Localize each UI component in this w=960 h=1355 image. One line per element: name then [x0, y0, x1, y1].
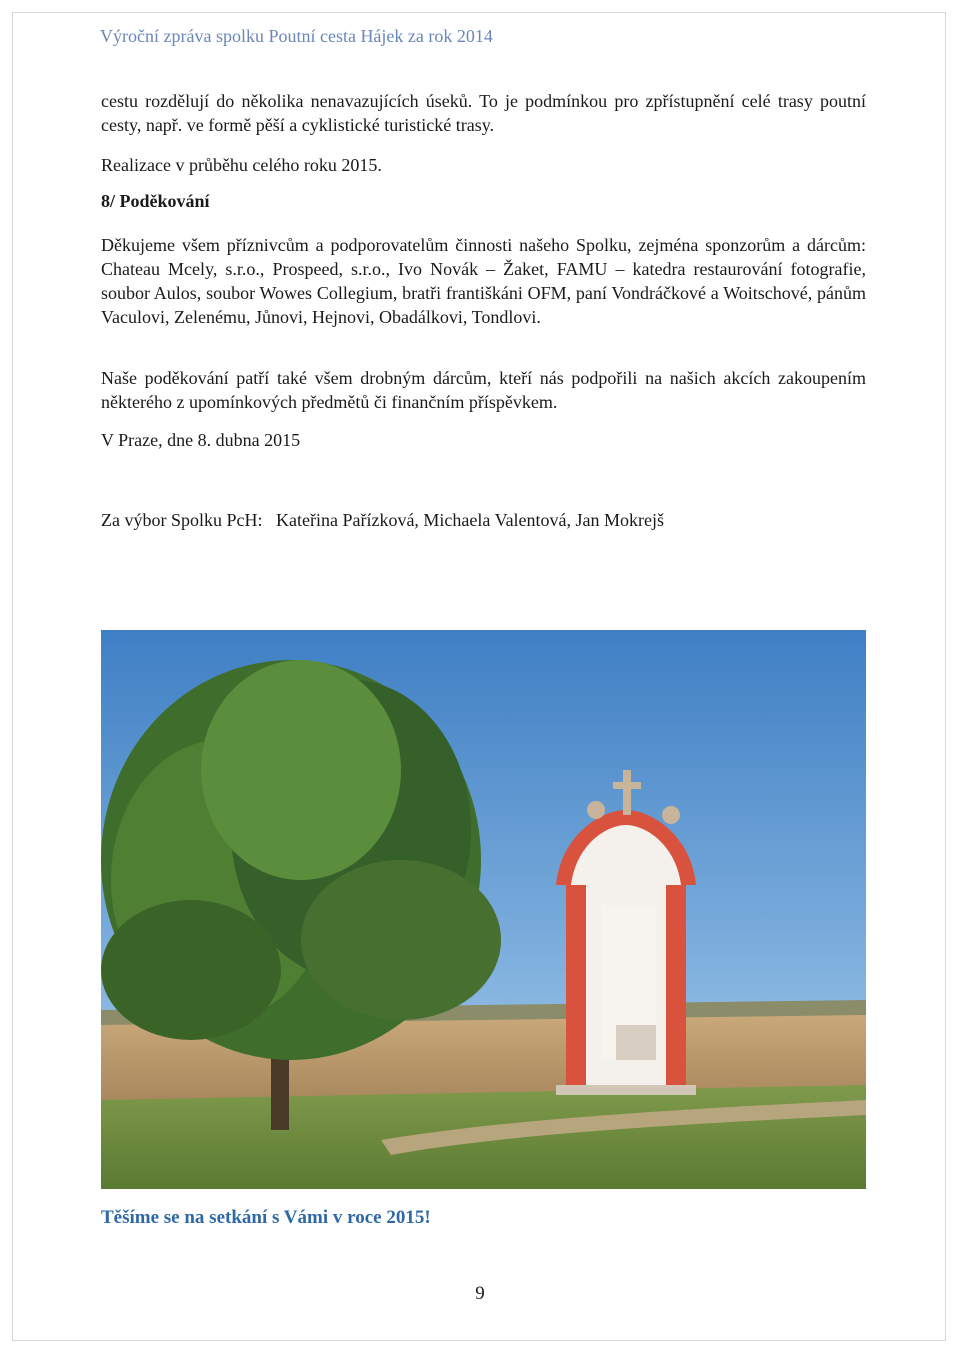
section-heading-thanks: 8/ Poděkování	[101, 191, 210, 211]
paragraph-realization: Realizace v průběhu celého roku 2015.	[101, 155, 382, 175]
closing-greeting: Těšíme se na setkání s Vámi v roce 2015!	[101, 1207, 431, 1228]
chapel-photo	[101, 630, 866, 1189]
running-header: Výroční zpráva spolku Poutní cesta Hájek za rok 2014	[100, 26, 493, 46]
place-date: V Praze, dne 8. dubna 2015	[101, 430, 301, 450]
paragraph-small-donors: Naše poděkování patří také všem drobným dárcům, kteří nás podpořili na našich akcích zakoupením některého z upomínkových předmětů či finančním příspěvkem.	[101, 368, 866, 412]
signature-line: Za výbor Spolku PcH: Kateřina Pařízková, Michaela Valentová, Jan Mokrejš	[101, 510, 665, 530]
page-number: 9	[475, 1283, 485, 1304]
paragraph-route-sections: cestu rozdělují do několika nenavazujících úseků. To je podmínkou pro zpřístupnění celé trasy poutní cesty, např. ve formě pěší a cyklistické turistické trasy.	[101, 91, 866, 135]
paragraph-sponsors: Děkujeme všem příznivcům a podporovatelům činnosti našeho Spolku, zejména sponzorům a dárcům: Chateau Mcely, s.r.o., Prospeed, s.r.o., Ivo Novák – Žaket, FAMU – katedra restaurování fotografie, soubor Aulos, soubor Wowes Collegium, bratři františkáni OFM, paní Vondráčkové a Woitschové, pánům Vaculovi, Zelenému, Jůnovi, Hejnovi, Obadálkovi, Tondlovi.	[101, 235, 866, 327]
